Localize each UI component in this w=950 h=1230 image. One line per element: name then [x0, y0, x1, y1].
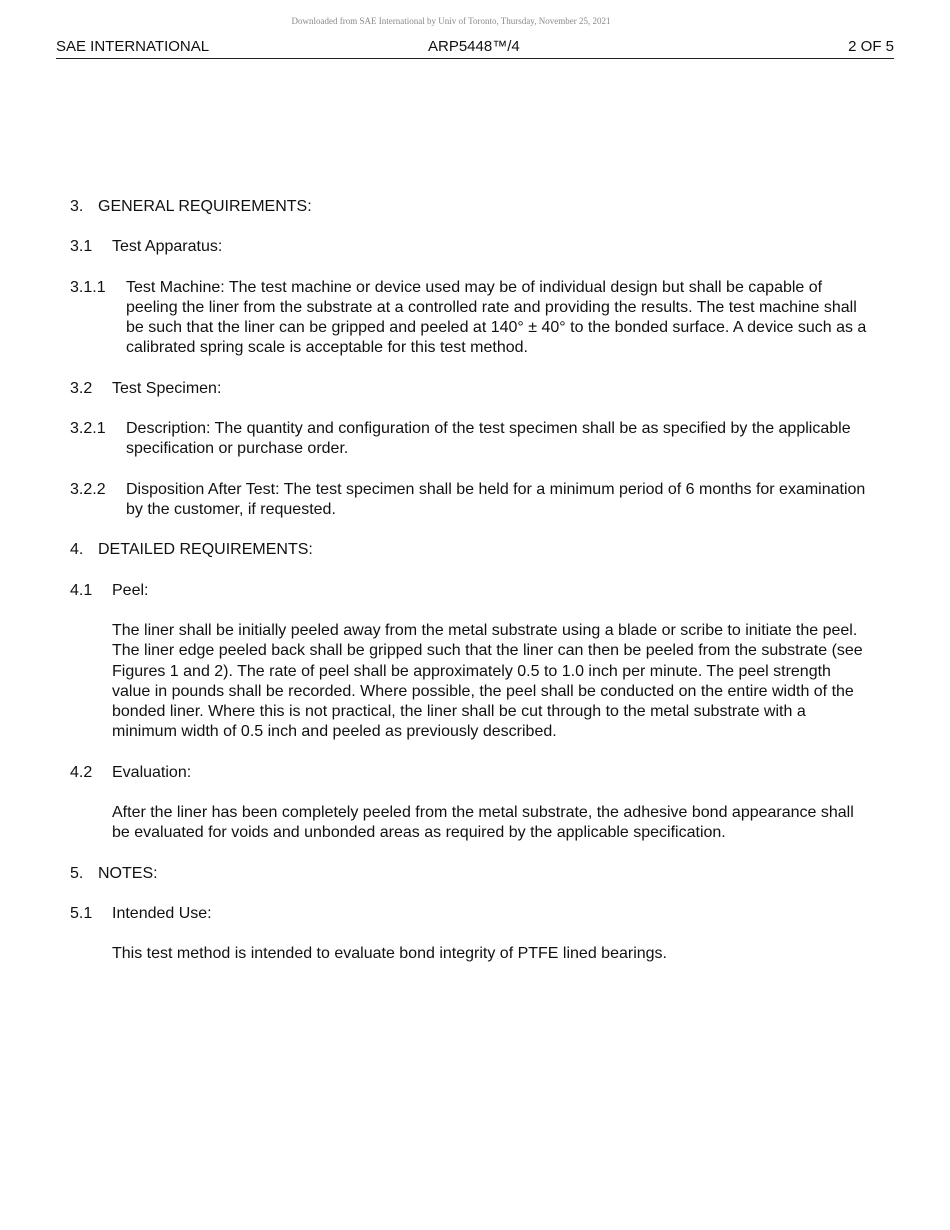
section-number: 3.2	[70, 379, 93, 397]
section-text: Description: The quantity and configuration of the test specimen shall be as specified by the applicable specification or purchase order.	[126, 420, 851, 458]
section-4-1-heading	[70, 581, 870, 601]
section-number: 3.1.1	[70, 278, 106, 296]
section-3-1-1	[70, 278, 870, 359]
section-3-2-heading	[70, 379, 870, 399]
header-page-number: 2 OF 5	[848, 38, 894, 55]
section-number: 5.1	[70, 904, 93, 922]
section-title: GENERAL REQUIREMENTS:	[98, 198, 312, 215]
section-number: 3.2.1	[70, 420, 106, 438]
section-text: This test method is intended to evaluate bond integrity of PTFE lined bearings.	[112, 945, 667, 963]
section-title: DETAILED REQUIREMENTS:	[98, 541, 313, 559]
section-text: The liner shall be initially peeled away from the metal substrate using a blade or scribe to initiate the peel. The liner edge peeled back shall be gripped such that the liner can then be peeled from the substrate (see Figures 1 and 2). The rate of peel shall be approximately 0.5 to 1.0 inch per minute. The peel strength value in pounds shall be recorded. Where possible, the peel shall be conducted on the entire width of the bonded liner. Where this is not practical, the liner shall be cut through to the metal substrate with a minimum width of 0.5 inch and peeled as previously described.	[112, 622, 863, 741]
section-4-2-heading	[70, 763, 870, 783]
download-watermark: Downloaded from SAE International by Univ of Toronto, Thursday, November 25, 2021	[291, 16, 611, 26]
section-number: 4.	[70, 541, 84, 559]
section-title: Peel:	[112, 581, 149, 599]
section-3-heading	[70, 197, 870, 217]
section-text: Disposition After Test: The test specimen shall be held for a minimum period of 6 months for examination by the customer, if requested.	[126, 480, 866, 518]
section-5-heading	[70, 864, 870, 884]
section-3-2-2	[70, 480, 870, 520]
document-body	[70, 197, 870, 965]
section-3-1-heading	[70, 237, 870, 257]
section-text: After the liner has been completely peeled from the metal substrate, the adhesive bond appearance shall be evaluated for voids and unbonded areas as required by the applicable specification.	[112, 803, 854, 842]
section-number: 3.1	[70, 238, 93, 256]
section-4-1-paragraph	[70, 621, 870, 742]
section-5-1-heading	[70, 904, 870, 924]
section-number: 3.2.2	[70, 480, 106, 498]
section-number: 4.1	[70, 581, 93, 599]
section-number: 4.2	[70, 763, 93, 781]
header-document-number: ARP5448™/4	[428, 38, 520, 55]
running-header	[56, 38, 894, 59]
section-title: Test Apparatus:	[112, 238, 223, 256]
section-text: Test Machine: The test machine or device used may be of individual design but shall be capable of peeling the liner from the substrate at a controlled rate and providing the results. The test machine shall be such that the liner can be gripped and peeled at 140° ± 40° to the bonded surface. A device such as a calibrated spring scale is acceptable for this test method.	[126, 278, 867, 357]
section-5-1-paragraph	[70, 944, 870, 964]
section-number: 3.	[70, 198, 84, 215]
section-title: NOTES:	[98, 864, 158, 882]
section-title: Test Specimen:	[112, 379, 222, 397]
header-organization: SAE INTERNATIONAL	[56, 38, 210, 55]
section-3-2-1	[70, 419, 870, 459]
section-4-heading	[70, 540, 870, 560]
section-4-2-paragraph	[70, 803, 870, 843]
section-number: 5.	[70, 864, 84, 882]
section-title: Intended Use:	[112, 904, 212, 922]
section-title: Evaluation:	[112, 763, 192, 781]
